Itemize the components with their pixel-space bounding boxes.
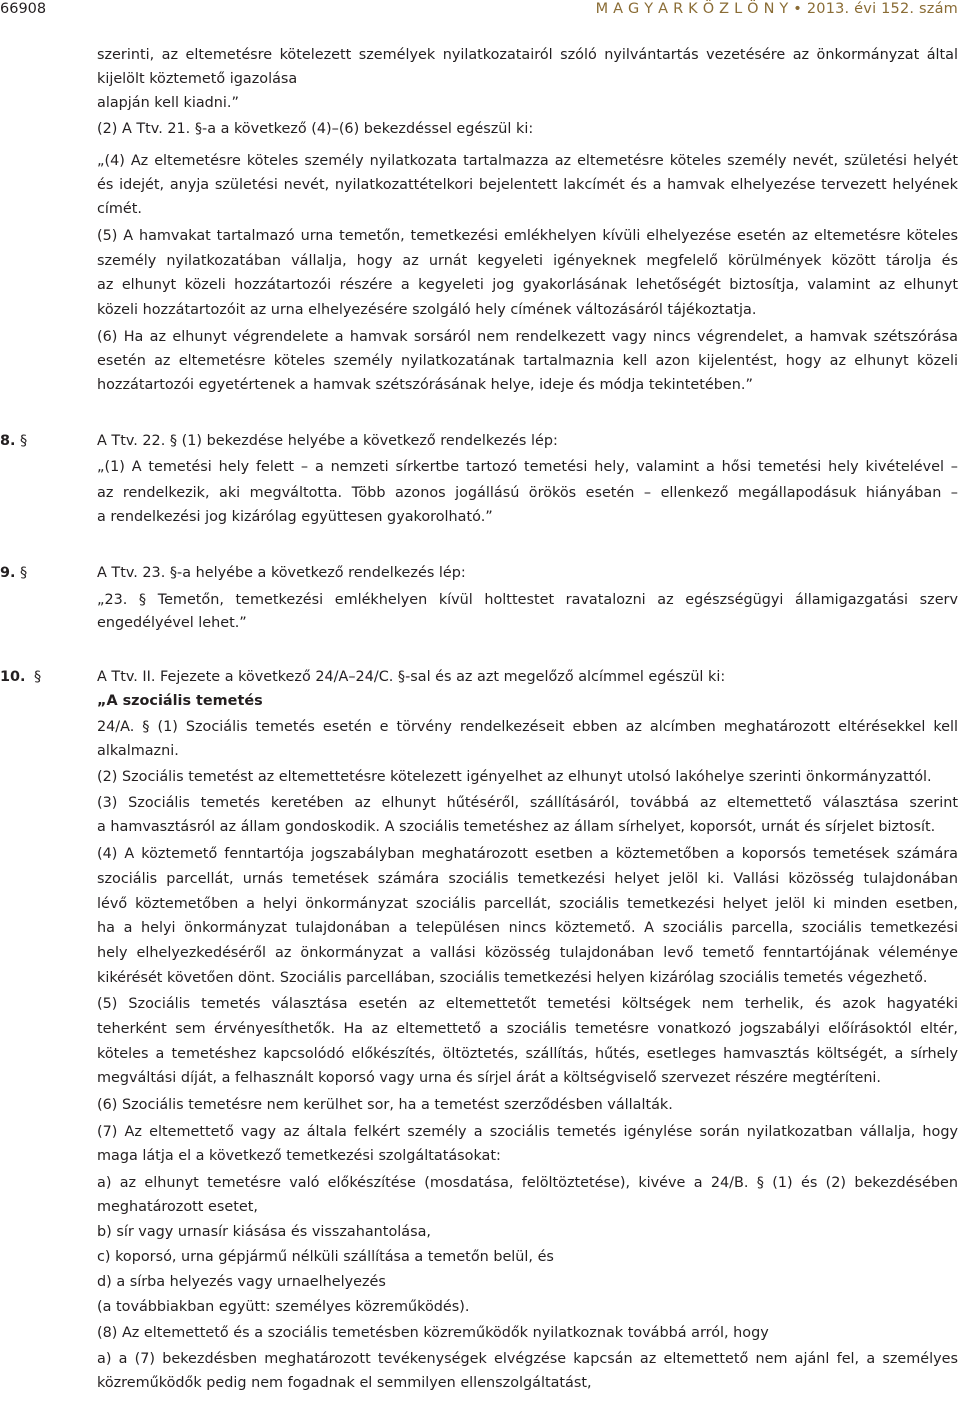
text-line: esetén az eltemetésre köteles személy nyilatkozatának tartalmaznia kell azon kijelentést, hogy az elhunyt közeli xyxy=(97,353,958,369)
text-line: közeli hozzátartozóit az urna elhelyezésére szolgáló hely címének változásáról tájékoztatja. xyxy=(97,302,757,318)
text-line: köteles a temetéshez kapcsolódó előkészítés, öltöztetés, szállítás, hűtés, esetleges hamvasztás költségét, a sírhely xyxy=(97,1046,958,1062)
text-line: és idejét, anyja születési nevét, nyilatkozattételkori bejelentett lakcímét és a hamvak elhelyezése tervezett helyének xyxy=(97,177,958,193)
text-line: megváltási díját, a felhasznált koporsó vagy urna és sírjel árát a költségviselő szervezet részére megtéríteni. xyxy=(97,1070,882,1086)
section-number: 8. xyxy=(0,433,16,449)
text-line: engedélyével lehet.” xyxy=(97,615,247,631)
text-line: lévő köztemetőben a helyi önkormányzat szociális parcellát, szociális temetkezési helyet jelöl ki minden esetben, xyxy=(97,896,958,912)
text-line: az elhunyt közeli hozzátartozói részére a kegyeleti jog gyakorlásának lehetőségét biztosítja, valamint az elhunyt xyxy=(97,277,958,293)
text-line: (5) Szociális temetés választása esetén az eltemettetőt temetési költségek nem terhelik, és azok hagyatéki xyxy=(97,996,958,1012)
text-line: alapján kell kiadni.” xyxy=(97,95,239,111)
text-line: személy nyilatkozatában vállalja, hogy az urnát kegyeleti igényeknek megfelelő körülmények között tárolja és xyxy=(97,253,958,269)
text-line: (2) Szociális temetést az eltemettetésre kötelezett igényelhet az elhunyt utolsó lakóhelye szerinti önkormányzattól. xyxy=(97,769,932,785)
text-line: c) koporsó, urna gépjármű nélküli szállítása a temetőn belül, és xyxy=(97,1249,554,1265)
text-line: alkalmazni. xyxy=(97,743,179,759)
section-symbol: § xyxy=(20,433,28,449)
text-line: d) a sírba helyezés vagy urnaelhelyezés xyxy=(97,1274,386,1290)
text-line: kijelölt köztemető igazolása xyxy=(97,71,298,87)
text-line: „(4) Az eltemetésre köteles személy nyilatkozata tartalmazza az eltemetésre köteles személy nevét, születési helyét xyxy=(97,153,958,169)
text-line: 24/A. § (1) Szociális temetés esetén e törvény rendelkezéseit ebben az alcímben meghatározott eltérésekkel kell xyxy=(97,719,958,735)
section-number: 9. xyxy=(0,565,16,581)
text-line: szerinti, az eltemetésre kötelezett személyek nyilatkozatairól szóló nyilvántartás vezetésére az önkormányzat által xyxy=(97,47,958,63)
text-line: „23. § Temetőn, temetkezési emlékhelyen kívül holttestet ravatalozni az egészségügyi államigazgatási szerv xyxy=(97,592,958,608)
text-line: meghatározott esetet, xyxy=(97,1199,258,1215)
text-line: maga látja el a következő temetkezési szolgáltatásokat: xyxy=(97,1148,501,1164)
text-line: (6) Ha az elhunyt végrendelete a hamvak sorsáról nem rendelkezett vagy nincs végrendelet, a hamvak szétszórása xyxy=(97,329,958,345)
text-line: „(1) A temetési hely felett – a nemzeti sírkertbe tartozó temetési hely, valamint a hősi temetési hely kivételével – xyxy=(97,459,958,475)
text-line: (6) Szociális temetésre nem kerülhet sor, ha a temetést szerződésben vállalták. xyxy=(97,1097,673,1113)
text-line: A Ttv. 22. § (1) bekezdése helyébe a következő rendelkezés lép: xyxy=(97,433,558,449)
text-line: az rendelkezik, aki megváltotta. Több azonos jogállású örökös esetén – ellenkező megállapodásuk hiányában – xyxy=(97,485,958,501)
section-symbol: § xyxy=(20,565,28,581)
journal-title: M A G Y A R K Ö Z L Ö N Y • 2013. évi 152. szám xyxy=(595,1,958,17)
page-number: 66908 xyxy=(0,1,47,17)
text-line: a) a (7) bekezdésben meghatározott tevékenységek elvégzése kapcsán az eltemettető nem ajánl fel, a személyes xyxy=(97,1351,958,1367)
section-symbol: § xyxy=(34,669,42,685)
text-line: (a továbbiakban együtt: személyes közreműködés). xyxy=(97,1299,470,1315)
text-line: (7) Az eltemettető vagy az általa felkért személy a szociális temetés igénylése során nyilatkozatban vállalja, hogy xyxy=(97,1124,958,1140)
text-line: a rendelkezési jog kizárólag együttesen gyakorolható.” xyxy=(97,509,493,525)
text-line: A Ttv. 23. §-a helyébe a következő rendelkezés lép: xyxy=(97,565,466,581)
text-line: ha a helyi önkormányzat tulajdonában a településen nincs köztemető. A szociális parcella, szociális temetkezési xyxy=(97,920,958,936)
text-line: (5) A hamvakat tartalmazó urna temetőn, temetkezési emlékhelyen kívüli elhelyezése esetén az eltemetésre köteles xyxy=(97,228,958,244)
text-line: (4) A köztemető fenntartója jogszabályban meghatározott esetben a köztemetőben a koporsós temetések számára xyxy=(97,846,958,862)
subtitle-heading: „A szociális temetés xyxy=(97,693,263,709)
page-header xyxy=(0,0,960,22)
text-line: (2) A Ttv. 21. §-a a következő (4)–(6) bekezdéssel egészül ki: xyxy=(97,121,534,137)
text-line: szociális parcellát, urnás temetések számára szociális temetkezési helyet jelöl ki. Vallási közösség tulajdonában xyxy=(97,871,958,887)
text-line: címét. xyxy=(97,201,142,217)
text-line: hozzátartozói egyetértenek a hamvak szétszórásának helye, ideje és módja tekintetében.” xyxy=(97,377,753,393)
text-line: b) sír vagy urnasír kiásása és visszahantolása, xyxy=(97,1224,431,1240)
text-line: teherként sem érvényesíthetők. Ha az eltemettető a szociális temetésre vonatkozó jogszabályi előírásoktól eltér, xyxy=(97,1021,958,1037)
text-line: a) az elhunyt temetésre való előkészítése (mosdatása, felöltöztetése), kivéve a 24/B. § (1) és (2) bekezdésében xyxy=(97,1175,958,1191)
text-line: (3) Szociális temetés keretében az elhunyt hűtéséről, szállításáról, továbbá az eltemettető választása szerint xyxy=(97,795,958,811)
text-line: hely elhelyezkedéséről az önkormányzat a vallási közösség tulajdonában levő temető fenntartójának véleménye xyxy=(97,945,958,961)
section-number: 10. xyxy=(0,669,26,685)
text-line: közreműködők pedig nem fogadnak el semmilyen ellenszolgáltatást, xyxy=(97,1375,592,1391)
text-line: (8) Az eltemettető és a szociális temetésben közreműködők nyilatkoznak továbbá arról, hogy xyxy=(97,1325,769,1341)
text-line: kikérését követően dönt. Szociális parcellában, szociális temetkezési helyen kizárólag szociális temetés végezhető. xyxy=(97,970,928,986)
text-line: A Ttv. II. Fejezete a következő 24/A–24/C. §-sal és az azt megelőző alcímmel egészül ki: xyxy=(97,669,726,685)
text-line: a hamvasztásról az állam gondoskodik. A szociális temetéshez az állam sírhelyet, koporsót, urnát és sírjelet biztosít. xyxy=(97,819,936,835)
